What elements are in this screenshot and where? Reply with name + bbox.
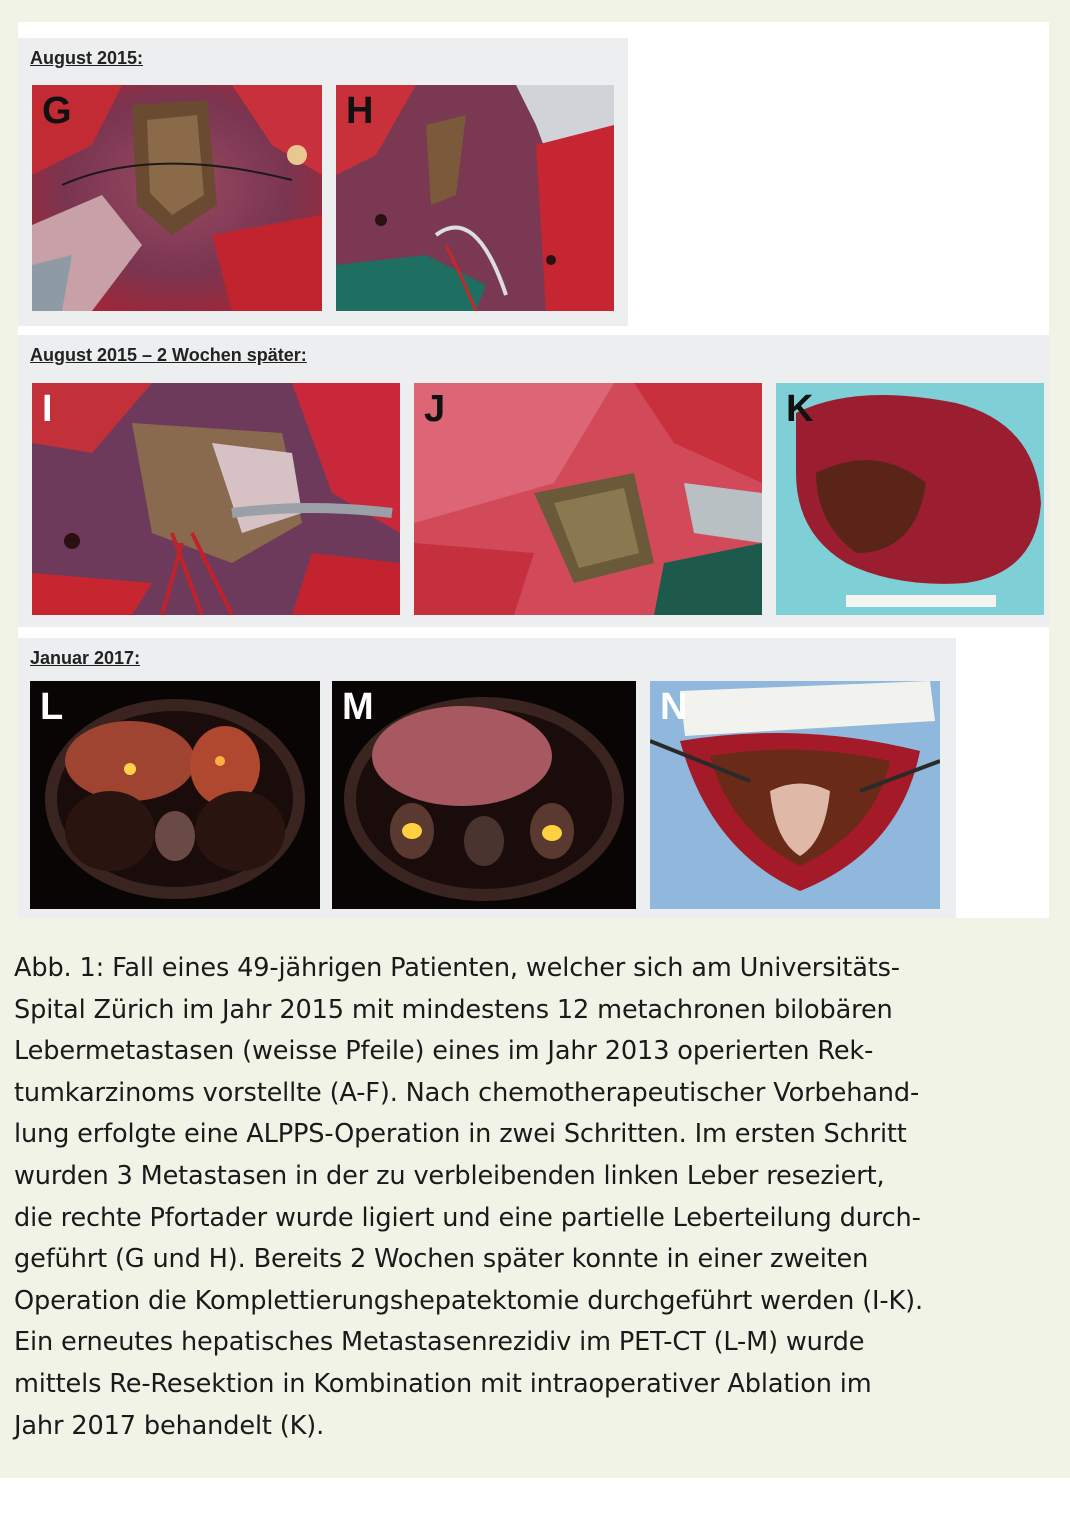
section-januar-2017 — [18, 638, 956, 918]
section-august-2015 — [18, 38, 628, 326]
pet-ct-scan-l — [30, 681, 320, 909]
caption-line: mittels Re-Resektion in Kombination mit intraoperativer Ablation im — [14, 1368, 872, 1399]
surgery-photo-j — [414, 383, 762, 615]
section-august-2015-two-weeks-later — [18, 335, 1049, 627]
panel-letter: K — [786, 388, 814, 430]
specimen-photo-n — [650, 681, 940, 909]
caption-line: Spital Zürich im Jahr 2015 mit mindestens 12 metachronen bilobären — [14, 994, 893, 1025]
caption-line: Abb. 1: Fall eines 49-jährigen Patienten, welcher sich am Universitäts- — [14, 953, 900, 983]
caption-line: Lebermetastasen (weisse Pfeile) eines im Jahr 2013 operierten Rek- — [14, 1036, 874, 1067]
panel-letter: I — [42, 388, 53, 430]
specimen-photo-k — [776, 383, 1044, 615]
panel-letter: H — [346, 90, 374, 132]
panel-letter: J — [424, 388, 446, 430]
surgery-photo-h — [336, 85, 614, 311]
panel-letter: G — [42, 90, 72, 132]
surgery-photo-g — [32, 85, 322, 311]
caption-line: die rechte Pfortader wurde ligiert und eine partielle Leberteilung durch- — [14, 1202, 921, 1233]
caption-line: geführt (G und H). Bereits 2 Wochen später konnte in einer zweiten — [14, 1244, 869, 1275]
caption-line: lung erfolgte eine ALPPS-Operation in zwei Schritten. Im ersten Schritt — [14, 1119, 907, 1150]
caption-line: Operation die Komplettierungshepatektomie durchgeführt werden (I-K). — [14, 1285, 923, 1316]
caption-line: Jahr 2017 behandelt (K). — [14, 1410, 325, 1441]
section-label: August 2015 – 2 Wochen später: — [30, 345, 307, 365]
panel-letter: M — [342, 686, 374, 728]
surgery-photo-i — [32, 383, 400, 615]
figure-caption — [14, 948, 1059, 1447]
caption-line: wurden 3 Metastasen in der zu verbleibenden linken Leber reseziert, — [14, 1160, 885, 1191]
section-label: August 2015: — [30, 48, 144, 68]
panel-letter: N — [660, 686, 688, 728]
caption-line: tumkarzinoms vorstellte (A-F). Nach chemotherapeutischer Vorbehand- — [14, 1077, 920, 1108]
pet-ct-scan-m — [332, 681, 636, 909]
section-label: Januar 2017: — [30, 648, 141, 668]
panel-letter: L — [40, 686, 64, 728]
caption-line: Ein erneutes hepatisches Metastasenrezidiv im PET-CT (L-M) wurde — [14, 1327, 865, 1358]
